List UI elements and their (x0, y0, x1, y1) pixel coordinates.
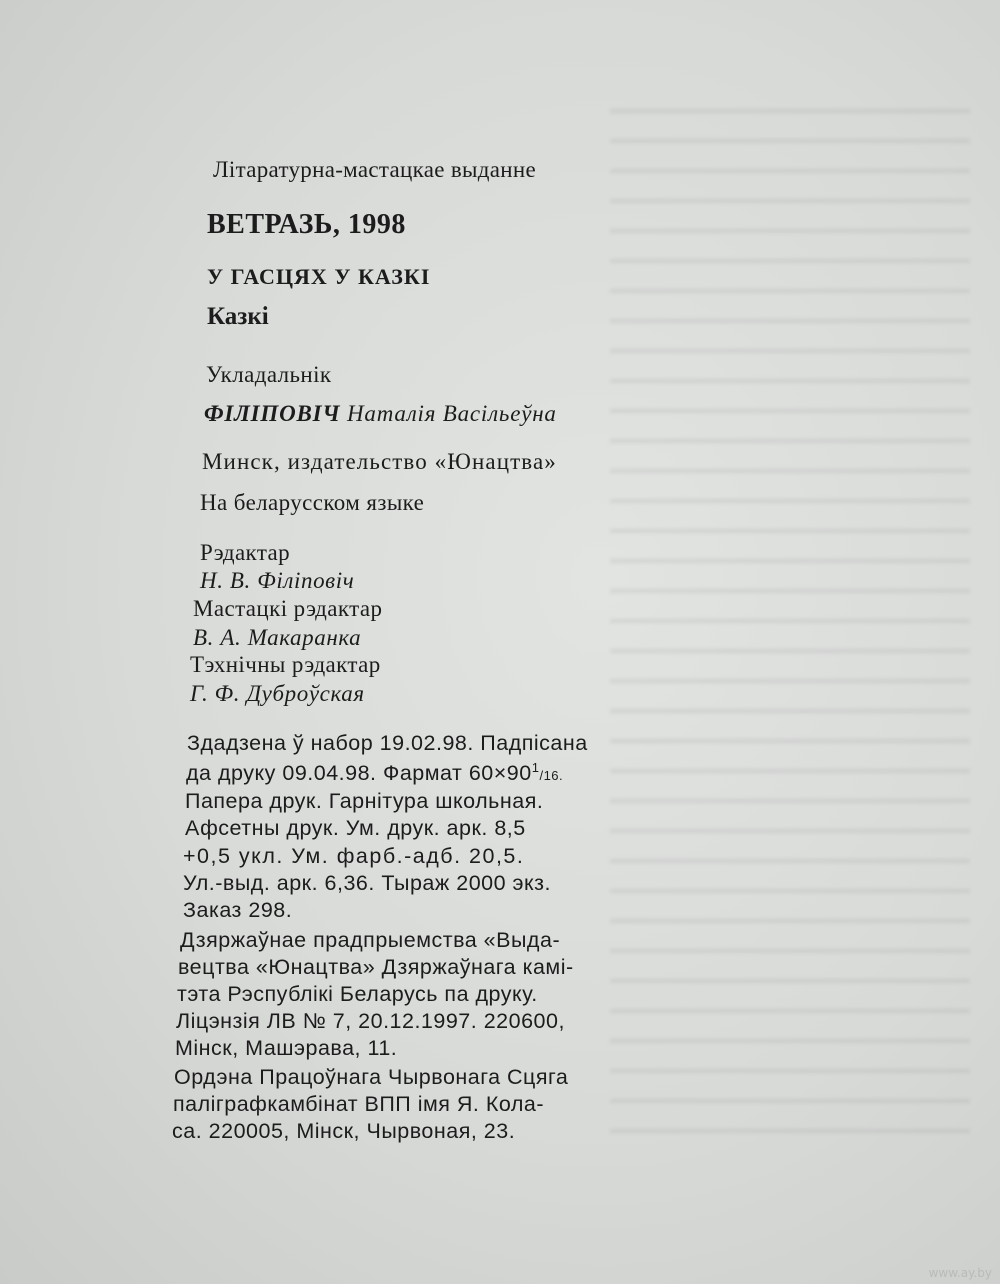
watermark: www.ay.by (928, 1266, 992, 1280)
print-detail-line: Заказ 298. (183, 898, 293, 922)
print-detail-line-format (186, 760, 563, 786)
compiler-role: Укладальнік (206, 362, 332, 387)
bleed-through-shadow (610, 90, 970, 1140)
publication-type: Літаратурна-мастацкае выданне (213, 157, 536, 182)
compiler-full-name (204, 401, 557, 427)
print-detail-line: Ул.-выд. арк. 6,36. Тыраж 2000 экз. (183, 871, 551, 895)
staff-name-tech-editor: Г. Ф. Дуброўская (190, 681, 365, 706)
printer-info-line: са. 220005, Мінск, Чырвоная, 23. (172, 1119, 516, 1143)
staff-role-tech-editor: Тэхнічны рэдактар (190, 652, 381, 677)
publisher-info-line: вецтва «Юнацтва» Дзяржаўнага камі- (178, 955, 574, 979)
print-detail-text: да друку 09.04.98. Фармат 60×90 (186, 761, 532, 786)
compiler-surname: ФІЛІПОВІЧ (204, 401, 341, 426)
publisher-info-line: Дзяржаўнае прадпрыемства «Выда- (180, 928, 561, 952)
printer-info-line: Ордэна Працоўнага Чырвонага Сцяга (174, 1065, 569, 1089)
language-ru: На беларусском языке (200, 490, 425, 515)
print-detail-line: +0,5 укл. Ум. фарб.-адб. 20,5. (183, 844, 525, 868)
print-detail-line: Афсетны друк. Ум. друк. арк. 8,5 (185, 816, 526, 840)
publisher-info-line: Ліцэнзія ЛВ № 7, 20.12.1997. 220600, (176, 1009, 565, 1033)
series-title: ВЕТРАЗЬ, 1998 (207, 209, 406, 240)
staff-role-art-editor: Мастацкі рэдактар (193, 596, 383, 621)
publisher-info-line: тэта Рэспублікі Беларусь па друку. (177, 982, 538, 1006)
publisher-ru: Минск, издательство «Юнацтва» (202, 449, 557, 474)
book-title: У ГАСЦЯХ У КАЗКІ (207, 264, 431, 289)
printer-info-line: паліграфкамбінат ВПП імя Я. Кола- (173, 1092, 545, 1116)
print-detail-line: Папера друк. Гарнітура школьная. (185, 789, 544, 813)
staff-name-editor: Н. В. Філіповіч (200, 568, 355, 593)
staff-name-art-editor: В. А. Макаранка (193, 625, 362, 650)
staff-role-editor: Рэдактар (200, 540, 291, 565)
genre: Казкі (207, 303, 269, 330)
publisher-info-line: Мінск, Машэрава, 11. (175, 1036, 398, 1060)
format-fraction-denominator: /16. (539, 768, 564, 784)
format-fraction-numerator: 1 (531, 760, 540, 775)
compiler-name: Наталія Васільеўна (347, 401, 557, 426)
print-detail-line: Здадзена ў набор 19.02.98. Падпісана (187, 731, 588, 755)
